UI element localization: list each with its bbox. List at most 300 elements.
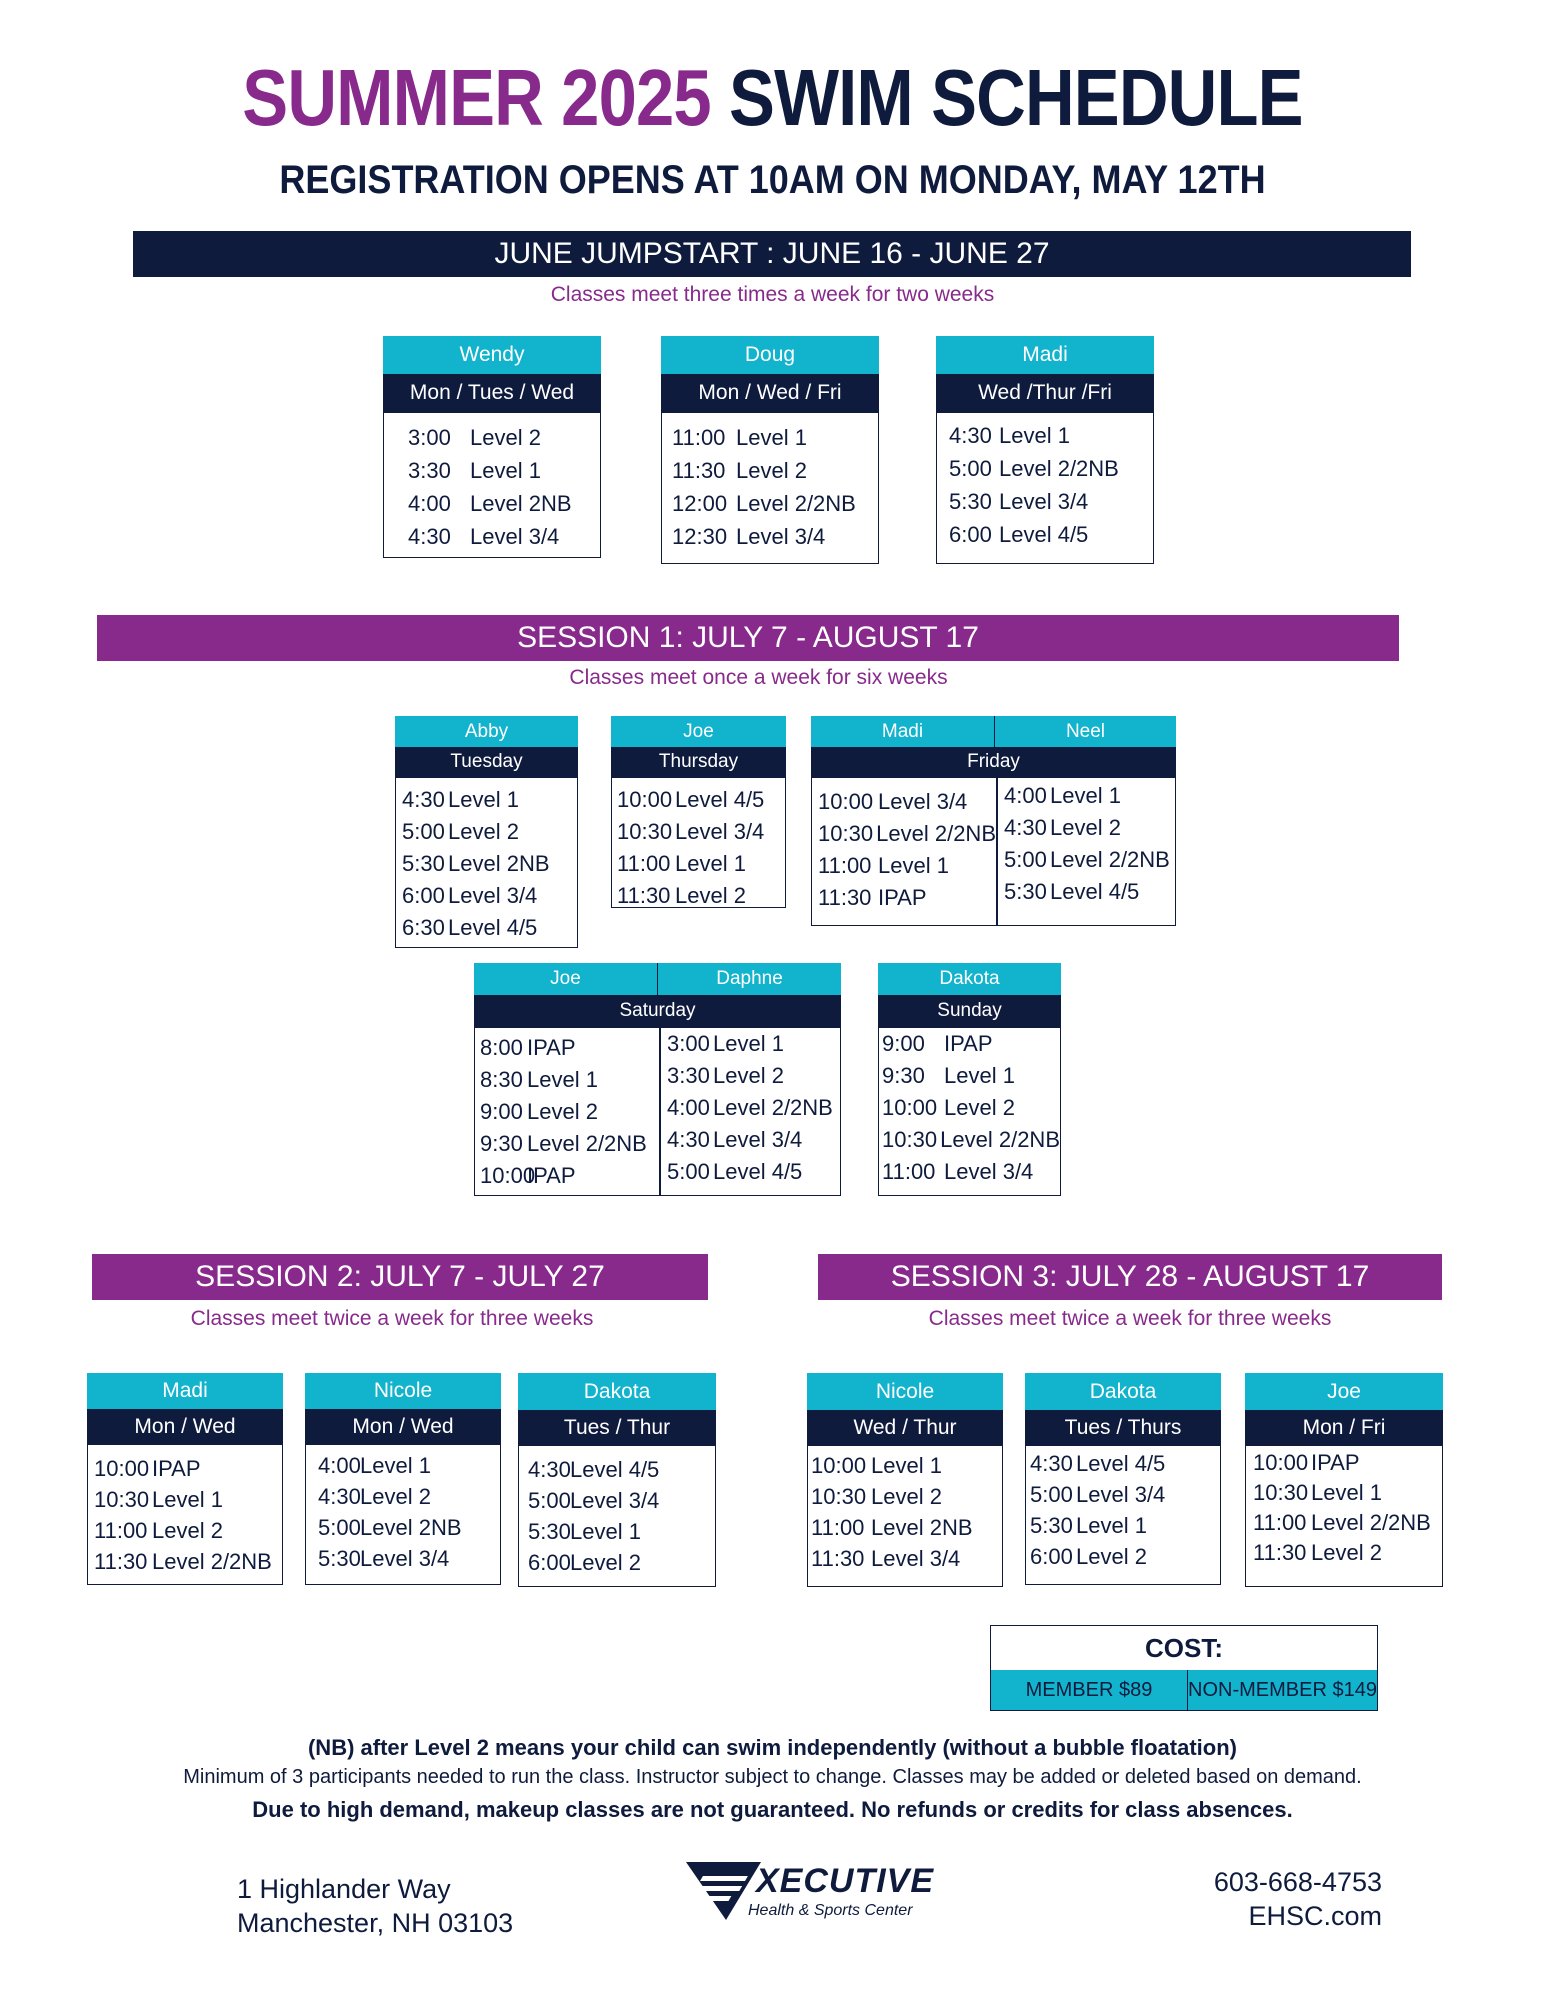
class-time: 3:30	[667, 1063, 710, 1088]
class-time: 6:30	[402, 915, 445, 940]
member-price: MEMBER $89	[991, 1670, 1187, 1710]
instructor-label-madi: Madi	[811, 716, 994, 747]
class-level: Level 1	[570, 1519, 641, 1544]
phone-number: 603-668-4753	[1213, 1867, 1382, 1897]
class-level: Level 3/4	[999, 489, 1089, 514]
contact-info	[1214, 1865, 1382, 1933]
day-label: Tues / Thurs	[1025, 1410, 1221, 1445]
schedule-card	[1245, 1373, 1443, 1587]
class-list	[936, 412, 1154, 564]
class-level: Level 3/4	[736, 524, 826, 549]
day-label: Mon / Wed	[305, 1409, 501, 1444]
class-time: 5:00	[528, 1488, 571, 1513]
class-time: 11:00	[811, 1515, 865, 1540]
class-level: Level 2	[736, 458, 807, 483]
class-level: Level 3/4	[470, 524, 560, 549]
class-row	[812, 786, 996, 818]
class-row	[475, 1032, 659, 1064]
class-row	[306, 1450, 500, 1481]
class-rows	[662, 421, 878, 553]
class-row	[306, 1543, 500, 1574]
class-time: 4:30	[667, 1127, 710, 1152]
nonmember-price: NON-MEMBER $149	[1187, 1670, 1377, 1710]
class-time: 11:00	[882, 1159, 936, 1184]
jumpstart-banner: JUNE JUMPSTART : JUNE 16 - JUNE 27	[133, 231, 1411, 277]
session3-banner: SESSION 3: JULY 28 - AUGUST 17	[818, 1254, 1442, 1300]
instructor-label: Nicole	[807, 1373, 1003, 1410]
class-level: Level 2NB	[360, 1515, 462, 1540]
cost-box	[990, 1625, 1378, 1711]
instructor-label: Abby	[395, 716, 578, 747]
class-list	[878, 1027, 1061, 1196]
class-time: 5:30	[949, 489, 992, 514]
schedule-card	[807, 1373, 1003, 1587]
class-row	[88, 1546, 282, 1577]
class-level: Level 2	[570, 1550, 641, 1575]
class-time: 5:30	[402, 851, 445, 876]
class-time: 11:30	[617, 883, 671, 908]
class-row	[937, 452, 1153, 485]
class-row	[812, 882, 996, 914]
class-list	[811, 777, 1176, 926]
class-row	[663, 1028, 840, 1060]
class-level: Level 2	[713, 1063, 784, 1088]
schedule-card	[383, 336, 601, 558]
instructor-label-neel: Neel	[994, 716, 1176, 747]
class-row	[384, 421, 600, 454]
class-level: Level 3/4	[944, 1159, 1034, 1184]
class-time: 5:00	[1004, 847, 1047, 872]
class-time: 4:30	[528, 1457, 571, 1482]
class-level: Level 2/2NB	[736, 491, 856, 516]
class-time: 6:00	[949, 522, 992, 547]
class-rows	[1026, 1448, 1220, 1572]
class-row	[519, 1516, 715, 1547]
class-level: Level 3/4	[713, 1127, 803, 1152]
class-time: 11:30	[94, 1549, 148, 1574]
class-row	[519, 1547, 715, 1578]
dakota-sunday-rows	[879, 1028, 1060, 1188]
class-time: 4:30	[949, 423, 992, 448]
class-row	[879, 1060, 1060, 1092]
class-row	[662, 520, 878, 553]
class-level: IPAP	[1311, 1450, 1360, 1475]
class-time: 10:00	[1253, 1450, 1309, 1475]
class-row	[808, 1481, 1002, 1512]
class-row	[879, 1028, 1060, 1060]
class-time: 5:30	[318, 1546, 361, 1571]
day-label: Sunday	[878, 995, 1061, 1027]
class-rows	[384, 421, 600, 553]
class-time: 11:30	[818, 885, 872, 910]
class-time: 10:00	[811, 1453, 867, 1478]
class-time: 9:00	[480, 1099, 523, 1124]
instructor-label: Doug	[661, 336, 879, 374]
daphne-saturday-rows	[663, 1028, 840, 1188]
instructor-label: Madi	[87, 1373, 283, 1409]
class-time: 10:00	[818, 789, 874, 814]
class-time: 10:00	[480, 1163, 536, 1188]
instructor-label-joe: Joe	[474, 963, 657, 995]
class-level: Level 1	[999, 423, 1070, 448]
session2-note: Classes meet twice a week for three weeks	[190, 1307, 594, 1330]
class-row	[88, 1453, 282, 1484]
class-time: 10:30	[818, 821, 874, 846]
column-divider	[659, 1028, 661, 1195]
class-level: Level 3/4	[1076, 1482, 1166, 1507]
class-row	[1246, 1508, 1442, 1538]
joe-saturday-rows	[475, 1032, 659, 1192]
class-level: Level 2/2NB	[152, 1549, 272, 1574]
class-row	[475, 1096, 659, 1128]
class-level: Level 2	[360, 1484, 431, 1509]
neel-friday-rows	[1000, 780, 1175, 908]
class-time: 5:30	[1004, 879, 1047, 904]
class-time: 6:00	[1030, 1544, 1073, 1569]
class-row	[1026, 1448, 1220, 1479]
class-row	[663, 1060, 840, 1092]
class-row	[812, 818, 996, 850]
class-level: Level 1	[448, 787, 519, 812]
class-time: 5:00	[402, 819, 445, 844]
instructor-label-daphne: Daphne	[657, 963, 841, 995]
class-level: Level 1	[1311, 1480, 1382, 1505]
class-list	[87, 1444, 283, 1585]
instructor-label: Dakota	[1025, 1373, 1221, 1410]
class-time: 6:00	[402, 883, 445, 908]
class-row	[306, 1512, 500, 1543]
class-level: Level 2/2NB	[527, 1131, 647, 1156]
class-row	[808, 1512, 1002, 1543]
class-time: 8:00	[480, 1035, 523, 1060]
class-time: 10:00	[94, 1456, 150, 1481]
class-level: Level 2	[470, 425, 541, 450]
class-level: Level 1	[1050, 783, 1121, 808]
class-row	[384, 520, 600, 553]
class-time: 3:00	[667, 1031, 710, 1056]
class-time: 6:00	[528, 1550, 571, 1575]
class-time: 11:00	[818, 853, 872, 878]
joe-thursday-rows	[612, 784, 785, 912]
class-level: Level 2/2NB	[1311, 1510, 1431, 1535]
class-level: Level 2	[1311, 1540, 1382, 1565]
class-level: Level 2	[944, 1095, 1015, 1120]
class-level: Level 1	[152, 1487, 223, 1512]
class-level: Level 3/4	[448, 883, 538, 908]
class-row	[808, 1543, 1002, 1574]
class-row	[1026, 1510, 1220, 1541]
class-row	[384, 454, 600, 487]
class-row	[879, 1124, 1060, 1156]
column-divider	[996, 778, 998, 925]
class-row	[937, 419, 1153, 452]
class-row	[662, 487, 878, 520]
class-row	[88, 1484, 282, 1515]
class-time: 9:30	[882, 1063, 925, 1088]
class-list	[518, 1445, 716, 1587]
class-list	[305, 1444, 501, 1585]
class-rows	[88, 1453, 282, 1577]
class-time: 11:00	[94, 1518, 148, 1543]
day-label: Thursday	[611, 747, 786, 777]
jumpstart-note: Classes meet three times a week for two weeks	[550, 283, 995, 306]
class-level: Level 1	[470, 458, 541, 483]
minimum-note: Minimum of 3 participants needed to run the class. Instructor subject to change. Classes may be added or deleted based on demand.	[183, 1766, 1362, 1788]
schedule-card	[1025, 1373, 1221, 1585]
class-level: Level 2NB	[448, 851, 550, 876]
class-rows	[306, 1450, 500, 1574]
class-level: Level 2/2NB	[940, 1127, 1060, 1152]
class-list	[395, 777, 578, 948]
day-label: Mon / Fri	[1245, 1410, 1443, 1445]
instructor-label: Joe	[1245, 1373, 1443, 1410]
class-level: Level 1	[878, 853, 949, 878]
class-level: Level 4/5	[999, 522, 1089, 547]
schedule-card-joe-thursday	[611, 716, 786, 908]
class-row	[475, 1128, 659, 1160]
class-row	[612, 880, 785, 912]
class-time: 5:00	[667, 1159, 710, 1184]
class-rows	[808, 1450, 1002, 1574]
class-level: Level 2/2NB	[713, 1095, 833, 1120]
class-time: 4:00	[667, 1095, 710, 1120]
registration-subtitle: REGISTRATION OPENS AT 10AM ON MONDAY, MAY 12TH	[279, 158, 1266, 202]
class-level: Level 2/2NB	[1050, 847, 1170, 872]
class-time: 4:30	[318, 1484, 361, 1509]
class-level: IPAP	[878, 885, 927, 910]
class-row	[1000, 876, 1175, 908]
class-time: 3:30	[408, 458, 451, 483]
class-level: Level 1	[713, 1031, 784, 1056]
instructor-label: Madi	[936, 336, 1154, 374]
class-level: Level 2NB	[470, 491, 572, 516]
class-row	[396, 848, 577, 880]
class-row	[663, 1156, 840, 1188]
class-time: 10:30	[882, 1127, 938, 1152]
schedule-card-saturday	[474, 963, 841, 1196]
class-level: Level 1	[527, 1067, 598, 1092]
class-row	[612, 848, 785, 880]
class-level: Level 2	[152, 1518, 223, 1543]
class-list	[1245, 1445, 1443, 1587]
day-label: Friday	[811, 747, 1176, 777]
class-row	[1000, 812, 1175, 844]
class-level: Level 2	[871, 1484, 942, 1509]
class-level: IPAP	[152, 1456, 201, 1481]
schedule-card-friday	[811, 716, 1176, 926]
class-row	[937, 485, 1153, 518]
class-time: 11:00	[672, 425, 726, 450]
session2-banner: SESSION 2: JULY 7 - JULY 27	[92, 1254, 708, 1300]
instructor-label: Dakota	[518, 1373, 716, 1410]
class-row	[88, 1515, 282, 1546]
day-label: Mon / Wed / Fri	[661, 374, 879, 412]
class-time: 10:00	[882, 1095, 938, 1120]
class-row	[1026, 1479, 1220, 1510]
logo-word: XECUTIVE	[756, 1862, 935, 1900]
instructor-label: Dakota	[878, 963, 1061, 995]
schedule-card	[87, 1373, 283, 1585]
nb-note: (NB) after Level 2 means your child can swim independently (without a bubble floatation)	[307, 1735, 1237, 1760]
class-level: IPAP	[527, 1035, 576, 1060]
session1-note: Classes meet once a week for six weeks	[569, 666, 948, 689]
class-time: 5:00	[1030, 1482, 1073, 1507]
schedule-card	[661, 336, 879, 564]
class-level: Level 4/5	[448, 915, 538, 940]
schedule-card	[936, 336, 1154, 564]
class-rows	[937, 419, 1153, 551]
class-list	[807, 1445, 1003, 1587]
class-time: 4:30	[1030, 1451, 1073, 1476]
address-line2: Manchester, NH 03103	[237, 1908, 514, 1938]
class-row	[808, 1450, 1002, 1481]
address-line1: 1 Highlander Way	[237, 1874, 451, 1904]
logo-subtitle: Health & Sports Center	[748, 1902, 913, 1919]
address	[237, 1872, 513, 1940]
class-level: Level 3/4	[878, 789, 968, 814]
class-row	[1246, 1448, 1442, 1478]
class-level: Level 2NB	[871, 1515, 973, 1540]
class-level: Level 2	[448, 819, 519, 844]
day-label: Wed /Thur /Fri	[936, 374, 1154, 412]
demand-note: Due to high demand, makeup classes are not guaranteed. No refunds or credits for class absences.	[252, 1797, 1293, 1822]
class-level: Level 2	[1050, 815, 1121, 840]
class-level: Level 3/4	[360, 1546, 450, 1571]
class-level: Level 4/5	[1076, 1451, 1166, 1476]
class-row	[612, 784, 785, 816]
class-level: Level 3/4	[675, 819, 765, 844]
day-label: Wed / Thur	[807, 1410, 1003, 1445]
instructor-label: Joe	[611, 716, 786, 747]
schedule-card	[305, 1373, 501, 1585]
day-label: Saturday	[474, 995, 841, 1027]
class-time: 5:00	[949, 456, 992, 481]
schedule-card-dakota-sunday	[878, 963, 1061, 1196]
class-list	[611, 777, 786, 908]
class-time: 10:30	[94, 1487, 150, 1512]
class-list	[383, 412, 601, 558]
class-time: 4:30	[402, 787, 445, 812]
class-time: 11:30	[1253, 1540, 1307, 1565]
class-level: Level 1	[1076, 1513, 1147, 1538]
madi-friday-rows	[812, 786, 996, 914]
class-level: Level 4/5	[570, 1457, 660, 1482]
day-label: Mon / Tues / Wed	[383, 374, 601, 412]
class-row	[306, 1481, 500, 1512]
class-list	[1025, 1445, 1221, 1585]
title-swim-schedule: SWIM SCHEDULE	[729, 53, 1303, 142]
class-level: Level 4/5	[713, 1159, 803, 1184]
class-time: 4:00	[408, 491, 451, 516]
class-time: 9:30	[480, 1131, 523, 1156]
class-time: 10:30	[1253, 1480, 1309, 1505]
class-level: Level 2/2NB	[876, 821, 996, 846]
title-summer: SUMMER 2025	[242, 53, 711, 142]
class-row	[662, 454, 878, 487]
class-time: 11:00	[617, 851, 671, 876]
class-row	[1246, 1478, 1442, 1508]
class-list	[474, 1027, 841, 1196]
class-time: 11:30	[811, 1546, 865, 1571]
class-level: Level 2	[675, 883, 746, 908]
instructor-label: Wendy	[383, 336, 601, 374]
class-level: Level 2	[527, 1099, 598, 1124]
class-list	[661, 412, 879, 564]
class-level: Level 1	[736, 425, 807, 450]
abby-rows	[396, 784, 577, 944]
class-row	[396, 816, 577, 848]
class-time: 3:00	[408, 425, 451, 450]
class-time: 5:30	[1030, 1513, 1073, 1538]
class-time: 10:30	[617, 819, 673, 844]
class-row	[812, 850, 996, 882]
class-row	[937, 518, 1153, 551]
instructor-label: Nicole	[305, 1373, 501, 1409]
class-row	[663, 1124, 840, 1156]
class-time: 10:00	[617, 787, 673, 812]
class-row	[475, 1160, 659, 1192]
class-level: Level 4/5	[675, 787, 765, 812]
schedule-card	[518, 1373, 716, 1587]
session3-note: Classes meet twice a week for three weeks	[928, 1307, 1332, 1330]
class-level: Level 1	[360, 1453, 431, 1478]
class-time: 8:30	[480, 1067, 523, 1092]
executive-logo	[686, 1862, 946, 1934]
class-row	[1026, 1541, 1220, 1572]
schedule-card-abby	[395, 716, 578, 948]
class-time: 5:00	[318, 1515, 361, 1540]
day-label: Mon / Wed	[87, 1409, 283, 1444]
class-time: 4:30	[1004, 815, 1047, 840]
class-row	[1246, 1538, 1442, 1568]
class-row	[662, 421, 878, 454]
class-row	[519, 1454, 715, 1485]
class-level: Level 1	[944, 1063, 1015, 1088]
class-time: 4:30	[408, 524, 451, 549]
class-time: 12:30	[672, 524, 728, 549]
class-row	[396, 880, 577, 912]
day-label: Tuesday	[395, 747, 578, 777]
class-time: 9:00	[882, 1031, 925, 1056]
class-row	[879, 1092, 1060, 1124]
class-row	[475, 1064, 659, 1096]
class-row	[396, 784, 577, 816]
class-time: 12:00	[672, 491, 728, 516]
class-time: 5:30	[528, 1519, 571, 1544]
class-time: 11:30	[672, 458, 726, 483]
class-level: IPAP	[527, 1163, 576, 1188]
class-row	[1000, 844, 1175, 876]
class-row	[384, 487, 600, 520]
class-level: Level 3/4	[570, 1488, 660, 1513]
class-time: 4:00	[318, 1453, 361, 1478]
class-row	[519, 1485, 715, 1516]
class-time: 11:00	[1253, 1510, 1307, 1535]
class-level: Level 2/2NB	[999, 456, 1119, 481]
session1-banner: SESSION 1: JULY 7 - AUGUST 17	[97, 615, 1399, 661]
cost-label: COST:	[1145, 1633, 1223, 1663]
class-row	[663, 1092, 840, 1124]
website: EHSC.com	[1248, 1901, 1382, 1931]
class-level: Level 3/4	[871, 1546, 961, 1571]
class-level: IPAP	[944, 1031, 993, 1056]
class-row	[612, 816, 785, 848]
day-label: Tues / Thur	[518, 1410, 716, 1445]
class-rows	[1246, 1448, 1442, 1568]
class-time: 4:00	[1004, 783, 1047, 808]
class-level: Level 1	[675, 851, 746, 876]
class-row	[396, 912, 577, 944]
